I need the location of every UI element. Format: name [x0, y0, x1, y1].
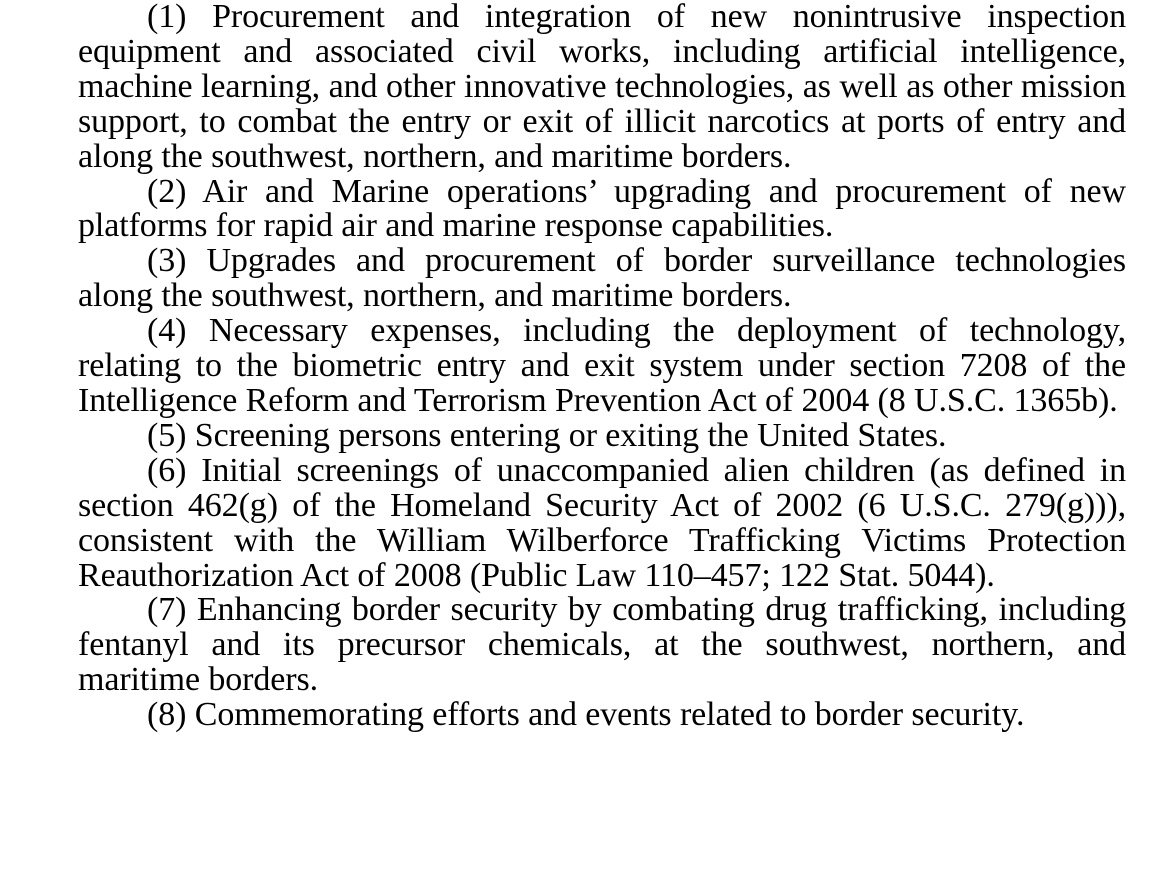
paragraph-6	[78, 451, 1126, 594]
paragraph-2	[78, 172, 1126, 245]
paragraph-text: Upgrades and procurement of border surveillance technologies along the southwest, northern, and maritime borders.	[78, 242, 1126, 315]
paragraph-text: Procurement and integration of new nonintrusive inspection equipment and associated civil works, including artificial intelligence, machine learning, and other innovative technologies, as well as other mission support, to combat the entry or exit of illicit narcotics at ports of entry and along the southwest, northern, and maritime borders.	[78, 0, 1126, 175]
paragraph-4	[78, 314, 1126, 419]
paragraph-text: Necessary expenses, including the deployment of technology, relating to the biometric entry and exit system under section 7208 of the Intelligence Reform and Terrorism Prevention Act of 2004 (8 U.S.C. 1365b).	[78, 312, 1126, 419]
paragraph-7	[78, 593, 1126, 698]
paragraph-number: (2)	[147, 172, 187, 210]
paragraph-number: (4)	[147, 312, 187, 350]
paragraph-text: Screening persons entering or exiting the United States.	[194, 416, 947, 454]
paragraph-text: Commemorating efforts and events related to border security.	[194, 696, 1025, 734]
document-body	[78, 0, 1126, 871]
paragraph-number: (1)	[147, 0, 187, 35]
paragraph-number: (6)	[147, 451, 187, 489]
paragraph-number: (8)	[147, 696, 187, 734]
paragraph-text: Initial screenings of unaccompanied alien children (as defined in section 462(g) of the Homeland Security Act of 2002 (6 U.S.C. 279(g))), consistent with the William Wilberforce Trafficking Victims Protection Reauthorization Act of 2008 (Public Law 110–457; 122 Stat. 5044).	[78, 451, 1126, 594]
paragraph-text: Enhancing border security by combating drug trafficking, including fentanyl and its precursor chemicals, at the southwest, northern, and maritime borders.	[78, 591, 1126, 699]
paragraph-1	[78, 0, 1126, 175]
paragraph-8	[78, 698, 1126, 733]
paragraph-5	[78, 416, 1126, 454]
paragraph-number: (7)	[147, 591, 187, 629]
paragraph-text: Air and Marine operations’ upgrading and procurement of new platforms for rapid air and marine response capabilities.	[78, 172, 1126, 245]
paragraph-number: (5)	[147, 416, 187, 454]
paragraph-number: (3)	[147, 242, 187, 280]
paragraph-3	[78, 244, 1126, 314]
